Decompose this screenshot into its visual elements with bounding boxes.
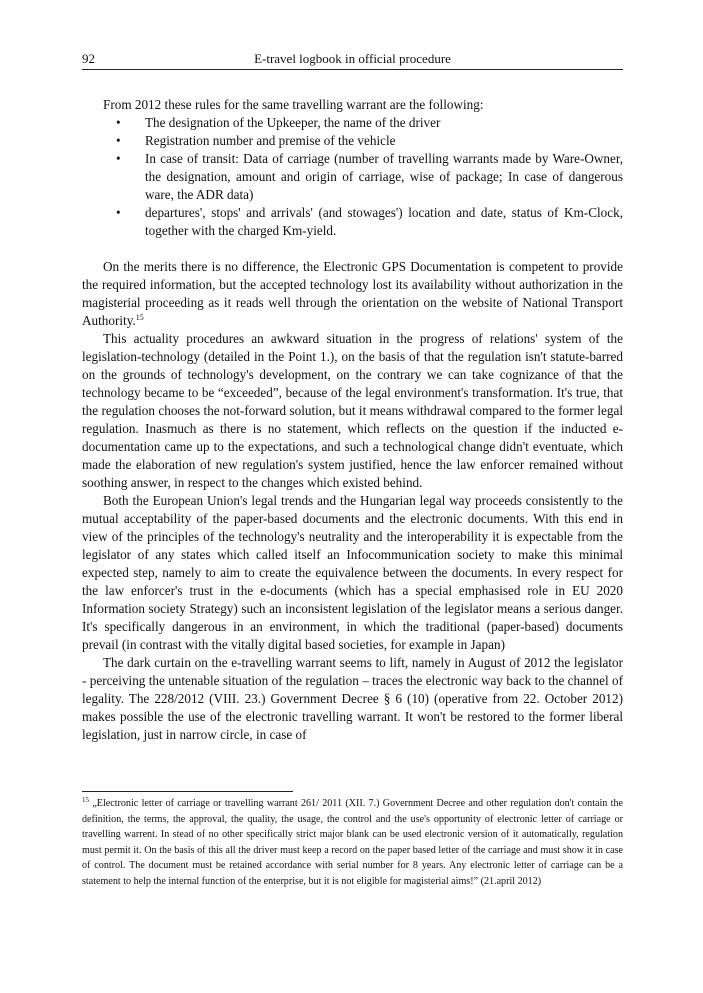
- list-item: [82, 150, 623, 204]
- list-item-text: In case of transit: Data of carriage (number of travelling warrants made by Ware-Owner, the designation, amount and origin of carriage, wise of package; In case of dangerous ware, the ADR data): [145, 151, 623, 202]
- intro-paragraph: From 2012 these rules for the same travelling warrant are the following:: [103, 97, 484, 112]
- running-title: E-travel logbook in official procedure: [254, 51, 451, 66]
- footnote-text: „Electronic letter of carriage or travelling warrant 261/ 2011 (XII. 7.) Government Decree and other regulation don't contain the definition, the terms, the approval, the quality, the usage, the control and the use's opportunity of electronic letter of carriage or travelling warrent. In stead of no other specifically strict major blank can be used electronic version of it automatically, regulation must permit it. On the basis of this all the driver must keep a record on the paper based letter of the carriage and must show it in case of control. The document must be retained accordance with serial number for 8 years. Any electronic letter of carriage can be a statement to help the internal function of the enterprise, but it is not eligible for magisterial aims!” (21.april 2012): [82, 798, 623, 887]
- bullet-icon: •: [116, 115, 121, 130]
- running-header: [82, 51, 623, 70]
- list-item: [82, 114, 623, 132]
- requirements-list: [82, 114, 623, 240]
- bullet-icon: •: [116, 151, 121, 166]
- footnote-number: 15: [82, 796, 89, 804]
- paragraph-eu-legal-trends: Both the European Union's legal trends and the Hungarian legal way proceeds consistently to the mutual acceptability of the paper-based documents and the electronic documents. With this end in view of the principles of the technology's neutrality and the interoperability it is expectable from the legislator of any states which called itself an Infocommunication society to make this minimal expected step, namely to aim to create the equivalence between the documents. In every respect for the law enforcer's trust in the e-documents (which has a special emphasised role in EU 2020 Information society Strategy) such an inconsistent legislation of the legislator means a serious danger. It's specifically dangerous in an environment, in which the traditional (paper-based) documents prevail (in contrast with the vitally digital based societies, for example in Japan): [82, 493, 623, 652]
- paragraph-gap: [82, 240, 623, 258]
- list-item-text: departures', stops' and arrivals' (and stowages') location and date, status of Km-Clock, together with the charged Km-yield.: [145, 205, 623, 238]
- paragraph-gps-documentation: [82, 258, 623, 330]
- list-item-text: The designation of the Upkeeper, the name of the driver: [145, 115, 441, 130]
- list-item: [82, 204, 623, 240]
- footnote-reference[interactable]: 15: [135, 313, 144, 322]
- footnote-divider: [82, 791, 293, 792]
- bullet-icon: •: [116, 133, 121, 148]
- paragraph-text: On the merits there is no difference, the Electronic GPS Documentation is competent to provide the required information, but the accepted technology lost its availability without authorization in the magisterial proceeding as it reads well through the orientation on the website of National Transport Authority.: [82, 259, 623, 328]
- bullet-icon: •: [116, 205, 121, 220]
- list-item: [82, 132, 623, 150]
- footnote: [82, 796, 623, 890]
- paragraph-legislation-technology: This actuality procedures an awkward situation in the progress of relations' system of the legislation-technology (detailed in the Point 1.), on the basis of that the regulation isn't statute-barred on the grounds of technology's development, on the contrary we can take cognizance of that the technology became to be “exceeded”, because of the legal environment's transformation. It's true, that the regulation chooses the not-forward solution, but it means withdrawal compared to the former legal regulation. Inasmuch as there is no statement, which reflects on the question if the inducted e-documentation came up to the expectations, and such a technological change didn't eventuate, which made the elaboration of new regulation's system justified, hence the law enforcer remained without soothing answer, in respect to the changes which existed behind.: [82, 331, 623, 490]
- paragraph-dark-curtain: The dark curtain on the e-travelling warrant seems to lift, namely in August of 2012 the legislator - perceiving the untenable situation of the regulation – traces the electronic way back to the channel of legality. The 228/2012 (VIII. 23.) Government Decree § 6 (10) (operative from 22. October 2012) makes possible the use of the electronic travelling warrant. It won't be restored to the former liberal legislation, just in narrow circle, in case of: [82, 655, 623, 742]
- main-text: [82, 96, 623, 744]
- list-item-text: Registration number and premise of the vehicle: [145, 133, 396, 148]
- page-number: 92: [82, 51, 95, 66]
